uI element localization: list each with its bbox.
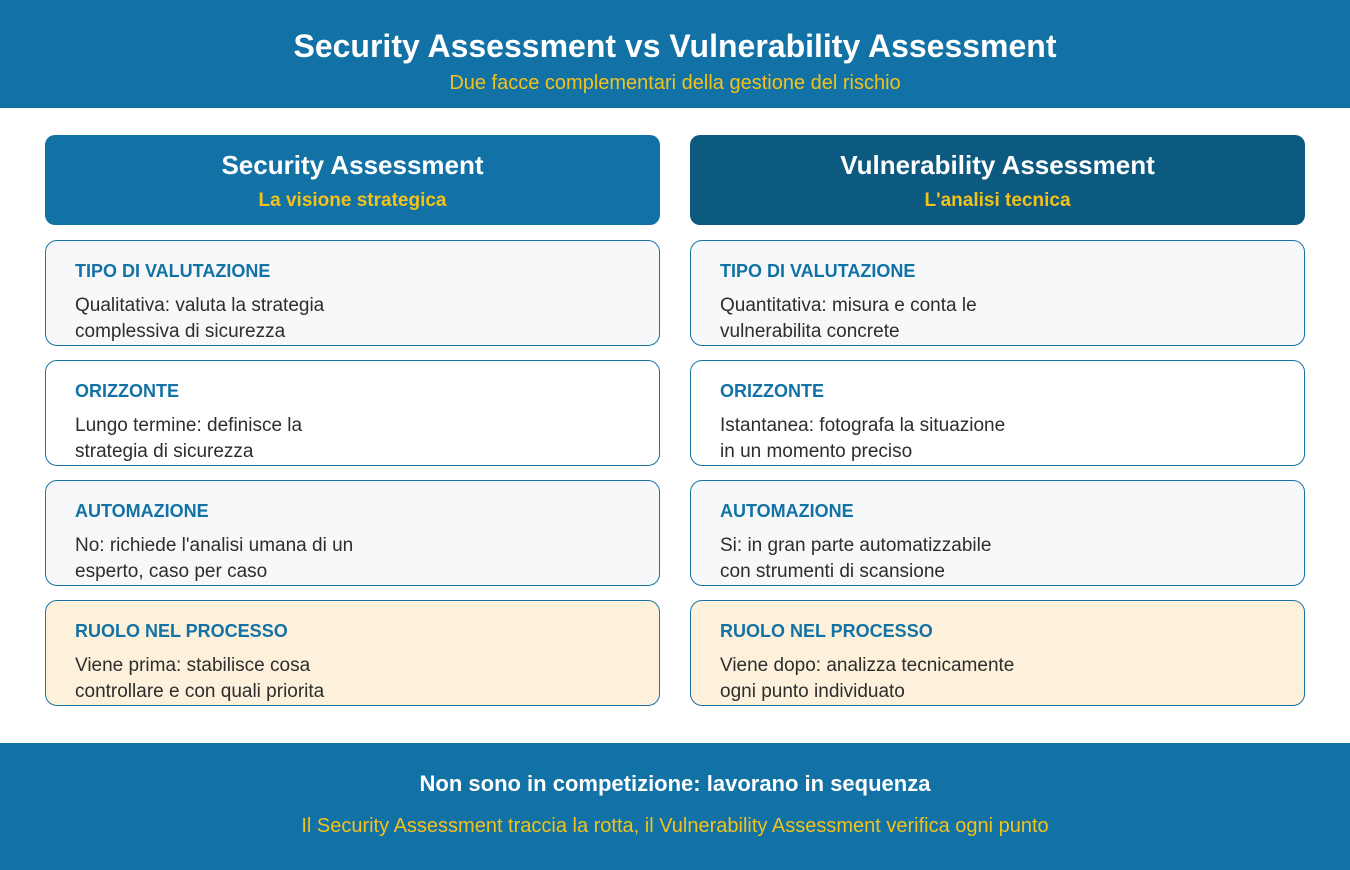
card-label: RUOLO NEL PROCESSO: [720, 621, 933, 641]
card-text-line: vulnerabilita concrete: [720, 321, 900, 342]
card-label: TIPO DI VALUTAZIONE: [75, 261, 271, 281]
card-text: [720, 413, 1050, 465]
card-text: [720, 533, 1050, 585]
card-text: [720, 653, 1050, 705]
page-subtitle: Due facce complementari della gestione del rischio: [449, 72, 901, 94]
card-text-line: Viene prima: stabilisce cosa: [75, 655, 311, 676]
column-subtitle: La visione strategica: [258, 190, 447, 211]
footer-title: Non sono in competizione: lavorano in sequenza: [419, 771, 931, 796]
card-text: [75, 533, 405, 585]
page-footer: [0, 743, 1350, 870]
card-label: TIPO DI VALUTAZIONE: [720, 261, 916, 281]
security-card-orizzonte: [45, 360, 660, 466]
card-text-line: controllare e con quali priorita: [75, 681, 325, 702]
card-text-line: Istantanea: fotografa la situazione: [720, 415, 1006, 436]
vulnerability-card-tipo-valutazione: [690, 240, 1305, 346]
card-label: AUTOMAZIONE: [75, 501, 209, 521]
card-text-line: con strumenti di scansione: [720, 561, 945, 582]
card-label: ORIZZONTE: [75, 381, 179, 401]
card-text-line: Viene dopo: analizza tecnicamente: [720, 655, 1015, 676]
card-label: AUTOMAZIONE: [720, 501, 854, 521]
card-text: [720, 293, 1050, 345]
security-card-tipo-valutazione: [45, 240, 660, 346]
card-text-line: No: richiede l'analisi umana di un: [75, 535, 354, 556]
card-label: ORIZZONTE: [720, 381, 824, 401]
card-text-line: Qualitativa: valuta la strategia: [75, 295, 325, 316]
column-subtitle: L'analisi tecnica: [924, 190, 1071, 211]
card-text: [75, 413, 405, 465]
column-title: Security Assessment: [221, 150, 484, 180]
card-text-line: Lungo termine: definisce la: [75, 415, 303, 436]
vulnerability-assessment-header: [690, 135, 1305, 225]
security-card-ruolo: [45, 600, 660, 706]
card-text-line: complessiva di sicurezza: [75, 321, 286, 342]
security-assessment-header: [45, 135, 660, 225]
security-card-automazione: [45, 480, 660, 586]
page-header: [0, 0, 1350, 108]
card-label: RUOLO NEL PROCESSO: [75, 621, 288, 641]
card-text-line: in un momento preciso: [720, 441, 913, 462]
vulnerability-card-ruolo: [690, 600, 1305, 706]
page-title: Security Assessment vs Vulnerability Assessment: [293, 28, 1057, 64]
vulnerability-card-orizzonte: [690, 360, 1305, 466]
footer-subtitle: Il Security Assessment traccia la rotta, il Vulnerability Assessment verifica ogni punto: [301, 815, 1049, 837]
column-title: Vulnerability Assessment: [840, 150, 1155, 180]
card-text-line: Si: in gran parte automatizzabile: [720, 535, 992, 556]
card-text: [75, 653, 405, 705]
card-text-line: strategia di sicurezza: [75, 441, 254, 462]
card-text-line: esperto, caso per caso: [75, 561, 268, 582]
card-text: [75, 293, 405, 345]
vulnerability-card-automazione: [690, 480, 1305, 586]
card-text-line: Quantitativa: misura e conta le: [720, 295, 977, 316]
card-text-line: ogni punto individuato: [720, 681, 905, 702]
